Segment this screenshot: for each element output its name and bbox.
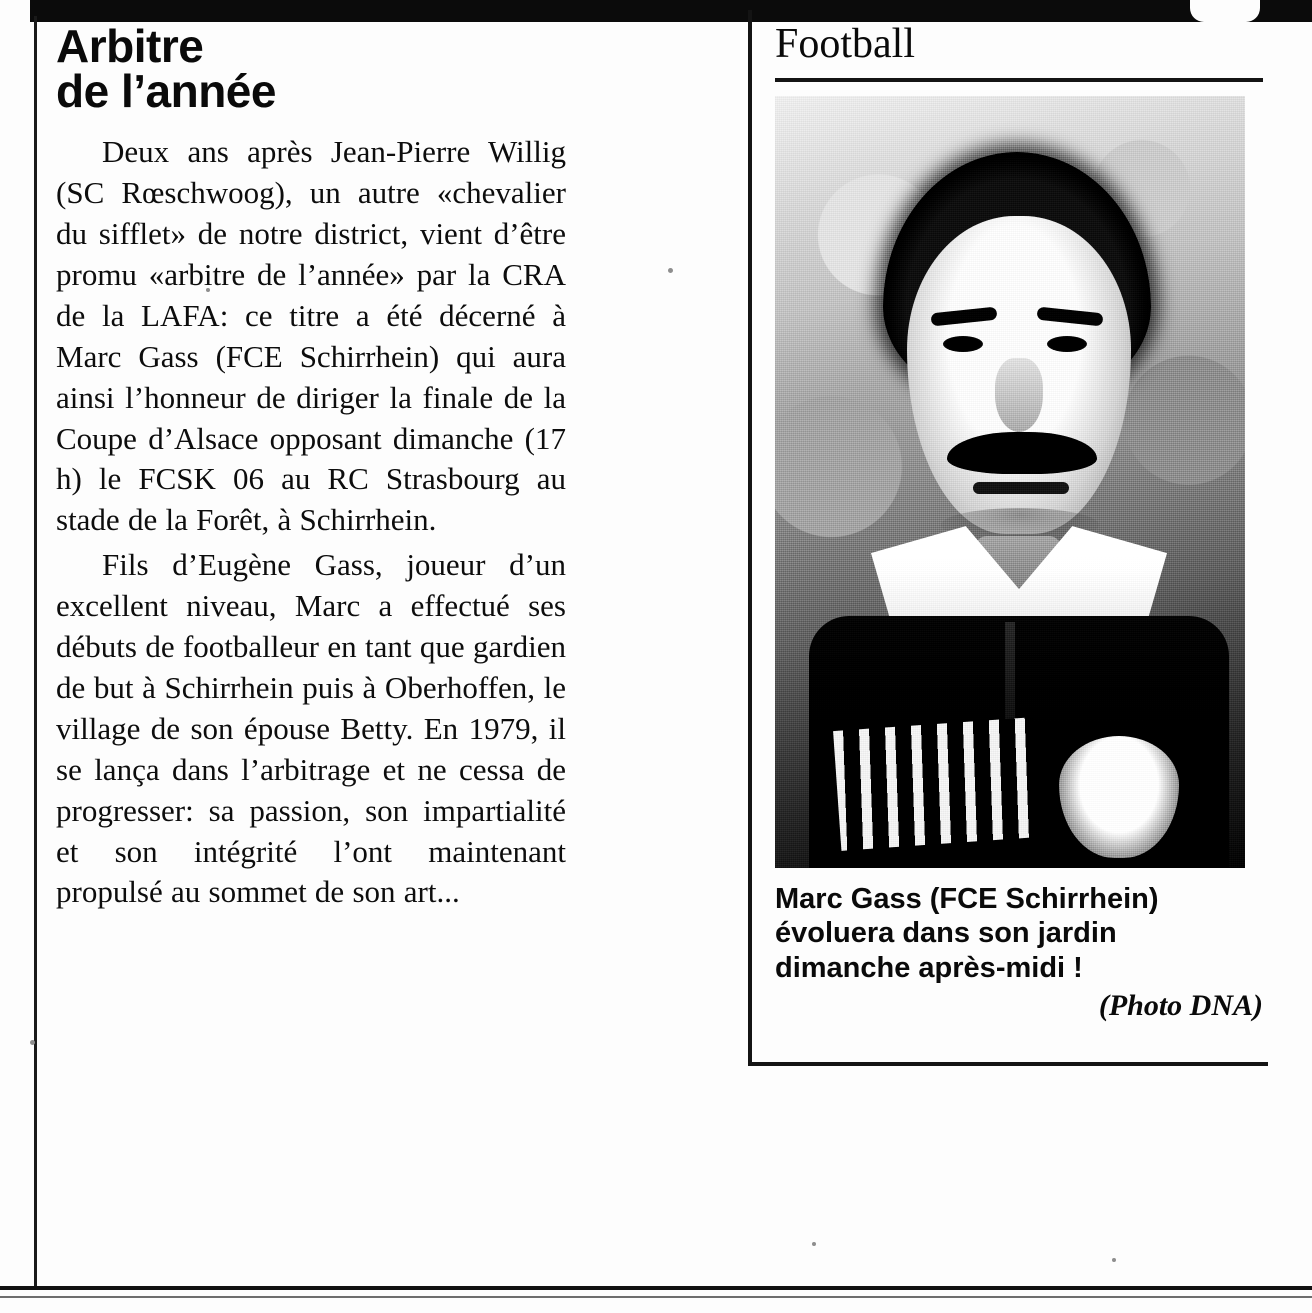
headline-line-1: Arbitre [56,20,204,72]
scan-speck [1112,1258,1116,1262]
portrait-photo [775,96,1245,868]
scan-speck [30,1040,35,1045]
article-paragraph: Fils d’Eugène Gass, joueur d’un excellent niveau, Marc a effectué ses débuts de footballeur en tant que gardien de but à Schirrhein puis à Oberhoffen, le village de son épouse Betty. En 1979, il se lança dans l’arbitrage et ne cessa de progresser: sa passion, son impartialité et son intégrité l’ont maintenant propulsé au sommet de son art... [56,547,566,910]
article-body [56,132,566,913]
page-title [56,20,566,118]
section-title-rule [775,78,1263,82]
page-top-rule [30,0,1312,22]
headline-line-2: de l’année [56,65,276,118]
scan-speck [812,1242,816,1246]
top-rule-notch [1190,0,1260,22]
left-scan-edge [34,16,37,1286]
sidebar-football [775,22,1270,1023]
bottom-scan-edge-secondary [0,1296,1312,1298]
section-title: Football [775,21,916,67]
sidebar-bottom-rule [748,1062,1268,1066]
column-divider-rule [748,10,752,1065]
photo-caption: Marc Gass (FCE Schirrhein) évoluera dans son jardin dimanche après-midi ! [775,883,1159,984]
bottom-scan-edge [0,1286,1312,1290]
photo-credit: (Photo DNA) [1098,988,1263,1022]
photo-halftone-grain [775,96,1245,868]
scan-speck [668,268,673,273]
article-paragraph: Deux ans après Jean-Pierre Willig (SC Rœschwoog), un autre «chevalier du sifflet» de notre district, vient d’être promu «arbitre de l’année» par la CRA de la LAFA: ce titre a été décerné à Marc Gass (FCE Schirrhein) qui aura ainsi l’honneur de diriger la finale de la Coupe d’Alsace opposant dimanche (17 h) le FCSK 06 au RC Strasbourg au stade de la Forêt, à Schirrhein. [56,134,566,538]
article-column [56,20,566,917]
